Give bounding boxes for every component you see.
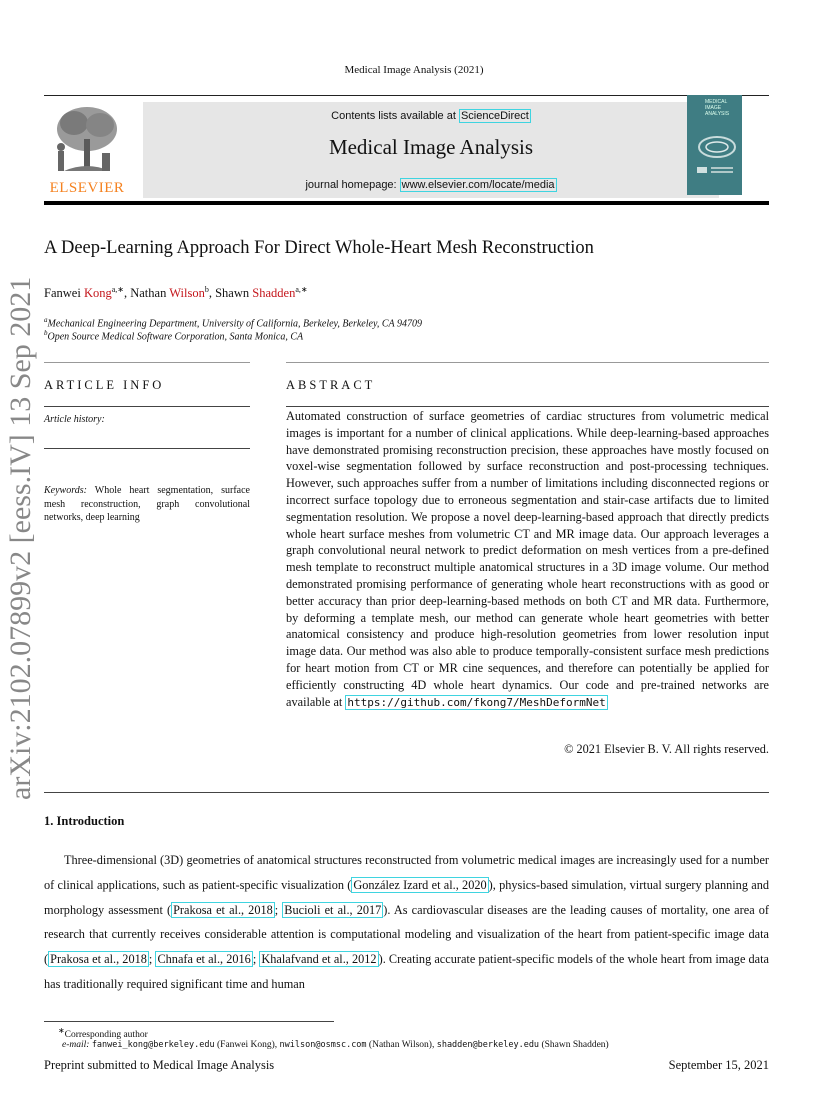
citation-link[interactable]: Bucioli et al., 2017 xyxy=(284,902,382,917)
article-history-label: Article history: xyxy=(44,414,105,425)
copyright-notice: © 2021 Elsevier B. V. All rights reserved. xyxy=(564,742,769,756)
code-repository-link[interactable]: https://github.com/fkong7/MeshDeformNet xyxy=(347,695,606,709)
keywords xyxy=(44,484,250,525)
publisher-logo xyxy=(44,101,130,197)
email-footnote: e-mail: fanwei_kong@berkeley.edu (Fanwei Kong), nwilson@osmsc.com (Nathan Wilson), shadden@berkeley.edu (Shawn Shadden) xyxy=(62,1040,609,1050)
contents-line xyxy=(143,110,719,122)
divider xyxy=(44,792,769,793)
journal-cover-thumbnail xyxy=(687,95,742,195)
homepage-line xyxy=(143,179,719,191)
author-first-name: Fanwei xyxy=(44,286,81,301)
cover-art-icon xyxy=(687,95,742,195)
journal-title: Medical Image Analysis xyxy=(328,135,534,159)
email-address: fanwei_kong@berkeley.edu xyxy=(91,1040,215,1050)
email-address: shadden@berkeley.edu xyxy=(436,1040,540,1050)
author-last-name-link[interactable]: Shadden xyxy=(252,286,296,301)
divider xyxy=(44,406,250,407)
affiliation: $^b$Open Source Medical Software Corporation, Santa Monica, CA xyxy=(44,329,304,343)
divider xyxy=(44,448,250,449)
section-heading-introduction: 1. Introduction xyxy=(44,814,125,828)
footnote-rule xyxy=(44,1021,334,1022)
email-address: nwilson@osmsc.com xyxy=(279,1040,367,1050)
abstract-body xyxy=(286,408,769,711)
citation-link[interactable]: Khalafvand et al., 2012 xyxy=(261,952,377,967)
sciencedirect-link[interactable]: ScienceDirect xyxy=(460,110,529,122)
citation-link[interactable]: Prakosa et al., 2018 xyxy=(173,902,273,917)
cover-title: MEDICAL IMAGE ANALYSIS xyxy=(705,99,730,117)
author-superscript: a,∗ xyxy=(295,285,308,294)
footer-submission-note: Preprint submitted to Medical Image Analysis xyxy=(44,1058,275,1072)
homepage-prefix: journal homepage: xyxy=(305,179,397,191)
author-last-name-link[interactable]: Kong xyxy=(83,286,112,301)
article-info-heading: ARTICLE INFO xyxy=(44,378,165,392)
publisher-name: ELSEVIER xyxy=(49,180,125,196)
author-superscript: b xyxy=(204,285,209,294)
banner-bottom-rule xyxy=(44,201,769,205)
abstract-heading: ABSTRACT xyxy=(286,378,376,392)
author-first-name: Shawn xyxy=(215,286,250,301)
tree-emblem-icon xyxy=(44,101,130,177)
journal-banner xyxy=(44,95,769,205)
footer-date: September 15, 2021 xyxy=(668,1058,769,1072)
author-last-name-link[interactable]: Wilson xyxy=(169,286,205,301)
banner-top-rule xyxy=(44,95,769,96)
author-first-name: Nathan xyxy=(130,286,167,301)
affiliation: $^a$Mechanical Engineering Department, University of California, Berkeley, Berkeley, CA 94709 xyxy=(44,316,422,330)
arxiv-watermark: arXiv:2102.07899v2 [eess.IV] 13 Sep 2021 xyxy=(4,276,37,800)
citation-link[interactable]: González Izard et al., 2020 xyxy=(353,877,487,892)
journal-homepage-link[interactable]: www.elsevier.com/locate/media xyxy=(401,179,555,191)
author-list: Fanwei Kong$^{a,∗}$, Nathan Wilson$^b$, Shawn Shadden$^{a,∗}$ xyxy=(44,285,308,301)
paper-title: A Deep-Learning Approach For Direct Whole-Heart Mesh Reconstruction xyxy=(44,238,594,258)
keywords-text: Whole heart segmentation, surface mesh reconstruction, graph convolutional networks, deep learning xyxy=(44,485,250,523)
citation-link[interactable]: Prakosa et al., 2018 xyxy=(50,952,147,967)
divider xyxy=(44,362,250,363)
introduction-paragraph: Three-dimensional (3D) geometries of anatomical structures reconstructed from volumetric medical images are increasingly used for a number of clinical applications, such as patient-specific visualization ( González Izard et al., 2020 ), physics-based simulation, virtual surgery planning and morphology assessment ( Prakosa et al., 2018 ; Bucioli et al., 2017 ). As cardiovascular diseases are the leading causes of mortality, one area of research that currently receives considerable attention is computational modeling and visualization of the heart from patient-specific image data ( Prakosa et al., 2018 ; Chnafa et al., 2016 ; Khalafvand et al., 2012 ). Creating accurate patient-specific models of the whole heart from image data has traditionally required significant time and human xyxy=(44,853,770,991)
journal-info-box xyxy=(143,102,719,198)
running-head: Medical Image Analysis (2021) xyxy=(344,64,484,76)
corresponding-author-note: ∗Corresponding author xyxy=(58,1026,148,1041)
divider xyxy=(286,362,769,363)
contents-prefix: Contents lists available at xyxy=(331,110,456,122)
author-superscript: a,∗ xyxy=(111,285,124,294)
keywords-label: Keywords: xyxy=(44,485,87,496)
citation-link[interactable]: Chnafa et al., 2016 xyxy=(157,952,251,967)
divider xyxy=(286,406,769,407)
abstract-text: Automated construction of surface geometries of cardiac structures from volumetric medical images is important for a number of clinical applications. While deep-learning-based approaches have demonstrated promising reconstruction precision, these approaches have mostly focused on voxel-wise segmentation followed by surface reconstruction and post-processing techniques. However, such approaches suffer from a number of limitations including disconnected regions or incorrect surface topology due to erroneous segmentation and stair-case artifacts due to limited segmentation resolution. We propose a novel deep-learning-based approach that directly predicts whole heart surface meshes from volumetric CT and MR image data. Our approach leverages a graph convolutional neural network to predict deformation on mesh vertices from a pre-defined mesh template to reconstruct multiple anatomical structures in a 3D image volume. Our method demonstrated promising performance of generating whole heart reconstructions with as good or better accuracy than prior deep-learning-based methods on both CT and MR data. Furthermore, by deforming a template mesh, our method can generate whole heart geometries with better anatomical consistency and produce high-resolution geometries from lower resolution input image data. Our method was also able to produce temporally-consistent surface mesh predictions for heart motion from CT or MR cine sequences, and therefore can potentially be applied for efficiently constructing 4D whole heart dynamics. Our code and pre-trained networks are available at xyxy=(286,409,769,709)
